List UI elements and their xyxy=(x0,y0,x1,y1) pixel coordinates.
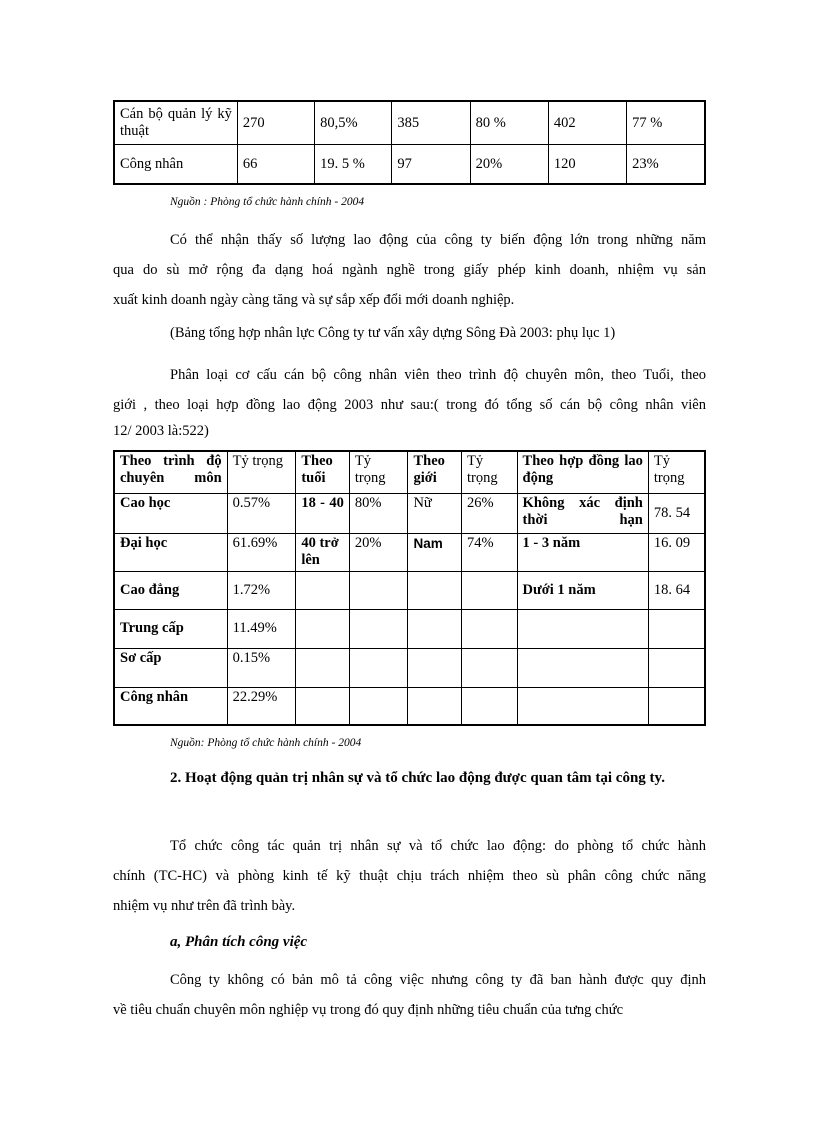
table-cell xyxy=(461,648,517,687)
table-cell xyxy=(648,648,705,687)
table-cell: Nữ xyxy=(408,493,462,533)
table-header-row xyxy=(114,451,705,493)
table-cell: 20% xyxy=(349,533,408,571)
table-cell xyxy=(408,687,462,725)
table-cell xyxy=(296,571,350,609)
table-row xyxy=(114,648,705,687)
table-row xyxy=(114,687,705,725)
table-cell: 11.49% xyxy=(227,609,296,648)
table-cell: 22.29% xyxy=(227,687,296,725)
table-cell xyxy=(349,648,408,687)
table-cell: Trung cấp xyxy=(114,609,227,648)
table-cell: Cao đẳng xyxy=(114,571,227,609)
table-cell: Công nhân xyxy=(114,145,237,185)
table-row xyxy=(114,609,705,648)
table-cell: Đại học xyxy=(114,533,227,571)
text-line: giới , theo loại hợp đồng lao động 2003 như sau:( trong đó tổng số cán bộ công nhân viên xyxy=(113,397,706,413)
paragraph-hr-org xyxy=(113,831,706,921)
source-note: Nguồn: Phòng tổ chức hành chính - 2004 xyxy=(170,737,362,749)
table-cell: 80 % xyxy=(470,101,548,145)
table-cell: Sơ cấp xyxy=(114,648,227,687)
table-cell xyxy=(517,609,648,648)
table-cell: Dưới 1 năm xyxy=(517,571,648,609)
table-cell xyxy=(461,571,517,609)
table-cell xyxy=(461,687,517,725)
table-cell xyxy=(296,687,350,725)
table-cell xyxy=(517,687,648,725)
header-cell: Theo tuổi xyxy=(296,451,350,493)
table-cell: 18. 64 xyxy=(648,571,705,609)
table-cell: 26% xyxy=(461,493,517,533)
table-cell: 402 xyxy=(548,101,626,145)
table-row xyxy=(114,493,705,533)
header-cell: Theo giới xyxy=(408,451,462,493)
header-cell: Theo trình độ chuyên môn xyxy=(114,451,227,493)
table-cell: 80% xyxy=(349,493,408,533)
table-cell: 20% xyxy=(470,145,548,185)
table-cell xyxy=(296,609,350,648)
paragraph-classification xyxy=(113,360,706,442)
table-cell xyxy=(408,609,462,648)
table-cell xyxy=(349,687,408,725)
table-cell: 1.72% xyxy=(227,571,296,609)
table-cell: 0.57% xyxy=(227,493,296,533)
table-cell: Nam xyxy=(408,533,462,571)
table-cell: 78. 54 xyxy=(648,493,705,533)
table-cell: Công nhân xyxy=(114,687,227,725)
table-cell: 74% xyxy=(461,533,517,571)
table-row xyxy=(114,145,705,185)
text-line: Có thể nhận thấy số lượng lao động của công ty biến động lớn trong những năm xyxy=(170,232,706,248)
header-cell: Tỷ trọng xyxy=(349,451,408,493)
table-cell xyxy=(648,609,705,648)
text-line: chính (TC-HC) và phòng kinh tế kỹ thuật chịu trách nhiệm theo sù phân công chức năng xyxy=(113,868,706,884)
table-cell: 270 xyxy=(237,101,314,145)
table-cell: 16. 09 xyxy=(648,533,705,571)
source-note: Nguồn : Phòng tổ chức hành chính - 2004 xyxy=(170,196,365,208)
text-line: 12/ 2003 là:522) xyxy=(113,423,209,439)
table-cell xyxy=(461,609,517,648)
table-cell: 385 xyxy=(392,101,470,145)
table-cell xyxy=(296,648,350,687)
table-row xyxy=(114,571,705,609)
header-cell: Tỷ trọng xyxy=(648,451,705,493)
table-row xyxy=(114,533,705,571)
table-cell: 97 xyxy=(392,145,470,185)
table-cell: Cán bộ quản lý kỹ thuật xyxy=(114,101,237,145)
table-cell: 0.15% xyxy=(227,648,296,687)
text-line: Công ty không có bản mô tả công việc nhưng công ty đã ban hành được quy định xyxy=(170,972,706,988)
text-line: Tổ chức công tác quản trị nhân sự và tổ chức lao động: do phòng tổ chức hành xyxy=(170,838,706,854)
table-cell xyxy=(349,571,408,609)
table-cell: 40 trở lên xyxy=(296,533,350,571)
header-cell: Tỷ trọng xyxy=(227,451,296,493)
staff-count-table xyxy=(113,100,706,185)
table-cell xyxy=(408,648,462,687)
text-line: Phân loại cơ cấu cán bộ công nhân viên theo trình độ chuyên môn, theo Tuổi, theo xyxy=(170,367,706,383)
paragraph-job-analysis xyxy=(113,965,706,1025)
staff-structure-table xyxy=(113,450,706,726)
text-line: xuất kinh doanh ngày càng tăng và sự sắp xếp đổi mới doanh nghiệp. xyxy=(113,292,515,308)
table-cell xyxy=(648,687,705,725)
table-cell: Không xác định thời hạn xyxy=(517,493,648,533)
text-line: về tiêu chuẩn chuyên môn nghiệp vụ trong đó quy định những tiêu chuẩn của tưng chức xyxy=(113,1002,624,1018)
table-cell: 120 xyxy=(548,145,626,185)
table-cell xyxy=(517,648,648,687)
table-cell: 66 xyxy=(237,145,314,185)
table-cell: 61.69% xyxy=(227,533,296,571)
table-cell: 18 - 40 xyxy=(296,493,350,533)
table-cell: 19. 5 % xyxy=(315,145,392,185)
paragraph-appendix-ref: (Bảng tổng hợp nhân lực Công ty tư vấn xây dựng Sông Đà 2003: phụ lục 1) xyxy=(170,325,616,341)
text-line: nhiệm vụ như trên đã trình bày. xyxy=(113,898,296,914)
table-cell xyxy=(349,609,408,648)
header-cell: Theo hợp đồng lao động xyxy=(517,451,648,493)
table-cell: 23% xyxy=(627,145,705,185)
section-heading: 2. Hoạt động quản trị nhân sự và tổ chức lao động được quan tâm tại công ty. xyxy=(170,770,665,786)
table-cell: 1 - 3 năm xyxy=(517,533,648,571)
text-line: qua do sù mở rộng đa dạng hoá ngành nghề trong giấy phép kinh doanh, nhiệm vụ sản xyxy=(113,262,706,278)
table-cell: Cao học xyxy=(114,493,227,533)
sub-heading: a, Phân tích công việc xyxy=(170,934,308,950)
table-cell xyxy=(408,571,462,609)
table-cell: 77 % xyxy=(627,101,705,145)
table-row xyxy=(114,101,705,145)
paragraph-workforce-change xyxy=(113,225,706,315)
header-cell: Tỷ trọng xyxy=(461,451,517,493)
table-cell: 80,5% xyxy=(315,101,392,145)
